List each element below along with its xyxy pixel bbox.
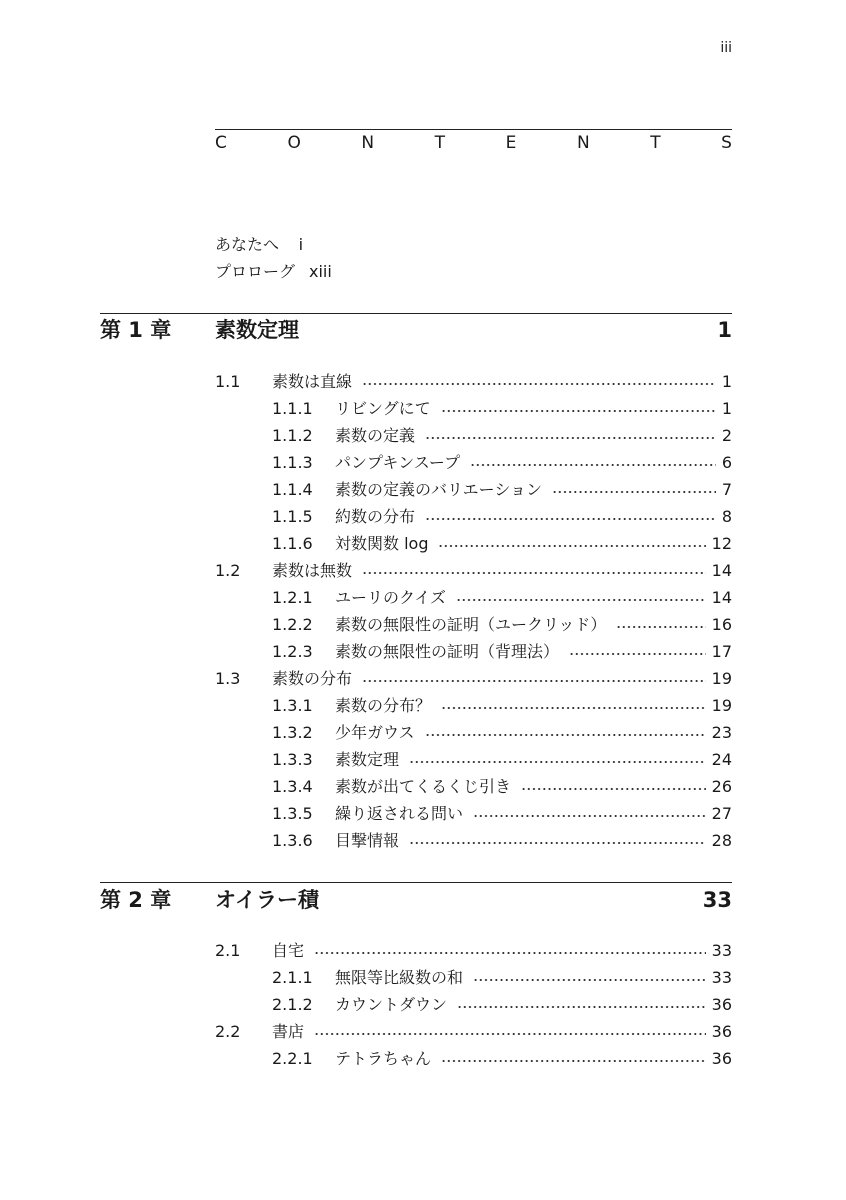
subsection-page: 24: [711, 750, 732, 769]
subsection-title: 目撃情報: [335, 831, 400, 850]
dot-leader: [409, 842, 706, 844]
front-matter-entry[interactable]: [215, 259, 332, 285]
toc-subsection[interactable]: [272, 827, 732, 854]
contents-letter: T: [650, 133, 661, 153]
dot-leader: [441, 410, 716, 412]
contents-letter: S: [721, 133, 732, 153]
front-matter-title: あなたへ: [215, 235, 280, 254]
dot-leader: [473, 815, 706, 817]
dot-leader: [314, 952, 706, 954]
dot-leader: [521, 788, 706, 790]
section-page: 19: [711, 669, 732, 688]
subsection-title: パンプキンスープ: [335, 453, 461, 472]
subsection-page: 7: [721, 480, 732, 499]
section-number: 1.2: [215, 561, 241, 580]
toc-subsection[interactable]: [272, 800, 732, 827]
section-title: 自宅: [272, 941, 305, 960]
subsection-number: 2.2.1: [272, 1049, 313, 1068]
subsection-page: 12: [711, 534, 732, 553]
subsection-number: 2.1.2: [272, 995, 313, 1014]
toc-subsection[interactable]: [272, 1045, 732, 1072]
subsection-page: 1: [721, 399, 732, 418]
toc-subsection[interactable]: [272, 692, 732, 719]
subsection-number: 1.1.3: [272, 453, 313, 472]
contents-letter: O: [287, 133, 301, 153]
subsection-title: 素数が出てくるくじ引き: [335, 777, 512, 796]
dot-leader: [569, 653, 706, 655]
chapter-page: 1: [717, 318, 732, 342]
dot-leader: [409, 761, 706, 763]
subsection-number: 1.2.2: [272, 615, 313, 634]
subsection-page: 8: [721, 507, 732, 526]
toc-subsection[interactable]: [272, 530, 732, 557]
dot-leader: [425, 518, 716, 520]
toc-section[interactable]: [215, 557, 732, 584]
subsection-number: 2.1.1: [272, 968, 313, 987]
toc-subsection[interactable]: [272, 422, 732, 449]
subsection-number: 1.3.6: [272, 831, 313, 850]
section-title: 素数は無数: [272, 561, 353, 580]
dot-leader: [441, 1060, 706, 1062]
dot-leader: [425, 437, 716, 439]
subsection-number: 1.1.2: [272, 426, 313, 445]
subsection-page: 16: [711, 615, 732, 634]
front-matter-entry[interactable]: [215, 232, 303, 258]
section-page: 14: [711, 561, 732, 580]
toc-subsection[interactable]: [272, 503, 732, 530]
subsection-page: 14: [711, 588, 732, 607]
subsection-page: 33: [711, 968, 732, 987]
subsection-number: 1.3.1: [272, 696, 313, 715]
subsection-page: 27: [711, 804, 732, 823]
subsection-page: 2: [721, 426, 732, 445]
toc-subsection[interactable]: [272, 584, 732, 611]
toc-subsection[interactable]: [272, 476, 732, 503]
section-number: 2.2: [215, 1022, 241, 1041]
chapter-title: オイラー積: [215, 888, 319, 912]
toc-subsection[interactable]: [272, 964, 732, 991]
chapter-number: 第 1 章: [100, 318, 172, 342]
chapter-page: 33: [702, 888, 732, 912]
section-title: 素数の分布: [272, 669, 353, 688]
dot-leader: [362, 383, 716, 385]
toc-section[interactable]: [215, 665, 732, 692]
contents-letter: N: [576, 133, 590, 153]
section-page: 33: [711, 941, 732, 960]
subsection-page: 6: [721, 453, 732, 472]
dot-leader: [473, 979, 706, 981]
subsection-title: 少年ガウス: [335, 723, 415, 742]
dot-leader: [456, 599, 706, 601]
subsection-title: 素数の無限性の証明（背理法）: [335, 642, 560, 661]
section-title: 書店: [272, 1022, 305, 1041]
subsection-number: 1.1.5: [272, 507, 313, 526]
subsection-page: 19: [711, 696, 732, 715]
front-matter-page: i: [298, 235, 304, 254]
subsection-title: 素数の分布？: [335, 696, 432, 715]
dot-leader: [425, 734, 706, 736]
subsection-number: 1.3.3: [272, 750, 313, 769]
subsection-page: 26: [711, 777, 732, 796]
section-number: 1.1: [215, 372, 241, 391]
chapter-rule: [100, 882, 732, 883]
subsection-number: 1.3.2: [272, 723, 313, 742]
subsection-number: 1.1.6: [272, 534, 313, 553]
toc-subsection[interactable]: [272, 991, 732, 1018]
contents-letter: C: [215, 133, 227, 153]
dot-leader: [457, 1006, 706, 1008]
toc-subsection[interactable]: [272, 638, 732, 665]
subsection-title: カウントダウン: [335, 995, 448, 1014]
chapter-number: 第 2 章: [100, 888, 172, 912]
subsection-title: 対数関数 log: [335, 534, 429, 553]
dot-leader: [362, 572, 706, 574]
contents-heading: [215, 133, 732, 153]
dot-leader: [470, 464, 716, 466]
subsection-page: 28: [711, 831, 732, 850]
subsection-number: 1.2.1: [272, 588, 313, 607]
page-number: iii: [720, 40, 732, 56]
dot-leader: [362, 680, 706, 682]
front-matter-title: プロローグ: [215, 262, 296, 281]
dot-leader: [552, 491, 716, 493]
contents-top-rule: [215, 129, 732, 130]
toc-subsection[interactable]: [272, 449, 732, 476]
subsection-title: リビングにて: [335, 399, 431, 418]
toc-subsection[interactable]: [272, 773, 732, 800]
subsection-title: ユーリのクイズ: [335, 588, 447, 607]
subsection-number: 1.3.4: [272, 777, 313, 796]
subsection-title: 素数の定義のバリエーション: [335, 480, 543, 499]
subsection-title: 約数の分布: [335, 507, 416, 526]
contents-letter: T: [434, 133, 446, 153]
subsection-page: 36: [711, 995, 732, 1014]
chapter-title: 素数定理: [215, 318, 299, 342]
front-matter-page: xiii: [309, 262, 332, 281]
subsection-page: 23: [711, 723, 732, 742]
contents-letter: E: [505, 133, 517, 153]
subsection-number: 1.1.1: [272, 399, 313, 418]
toc-subsection[interactable]: [272, 611, 732, 638]
subsection-number: 1.3.5: [272, 804, 313, 823]
dot-leader: [441, 707, 706, 709]
chapter-heading[interactable]: [100, 884, 732, 916]
contents-letter: N: [361, 133, 375, 153]
subsection-title: テトラちゃん: [335, 1049, 432, 1068]
toc-subsection[interactable]: [272, 719, 732, 746]
dot-leader: [616, 626, 705, 628]
section-number: 1.3: [215, 669, 241, 688]
subsection-page: 36: [711, 1049, 732, 1068]
section-page: 36: [711, 1022, 732, 1041]
toc-section[interactable]: [215, 368, 732, 395]
section-title: 素数は直線: [272, 372, 353, 391]
chapter-heading[interactable]: [100, 314, 732, 346]
subsection-number: 1.2.3: [272, 642, 313, 661]
section-number: 2.1: [215, 941, 241, 960]
toc-section[interactable]: [215, 937, 732, 964]
subsection-page: 17: [711, 642, 732, 661]
dot-leader: [438, 545, 705, 547]
section-page: 1: [721, 372, 732, 391]
subsection-title: 繰り返される問い: [335, 804, 464, 823]
subsection-title: 無限等比級数の和: [335, 968, 464, 987]
dot-leader: [314, 1033, 706, 1035]
subsection-title: 素数の定義: [335, 426, 416, 445]
subsection-number: 1.1.4: [272, 480, 313, 499]
toc-subsection[interactable]: [272, 746, 732, 773]
subsection-title: 素数の無限性の証明（ユークリッド）: [335, 615, 607, 634]
toc-subsection[interactable]: [272, 395, 732, 422]
subsection-title: 素数定理: [335, 750, 400, 769]
toc-section[interactable]: [215, 1018, 732, 1045]
